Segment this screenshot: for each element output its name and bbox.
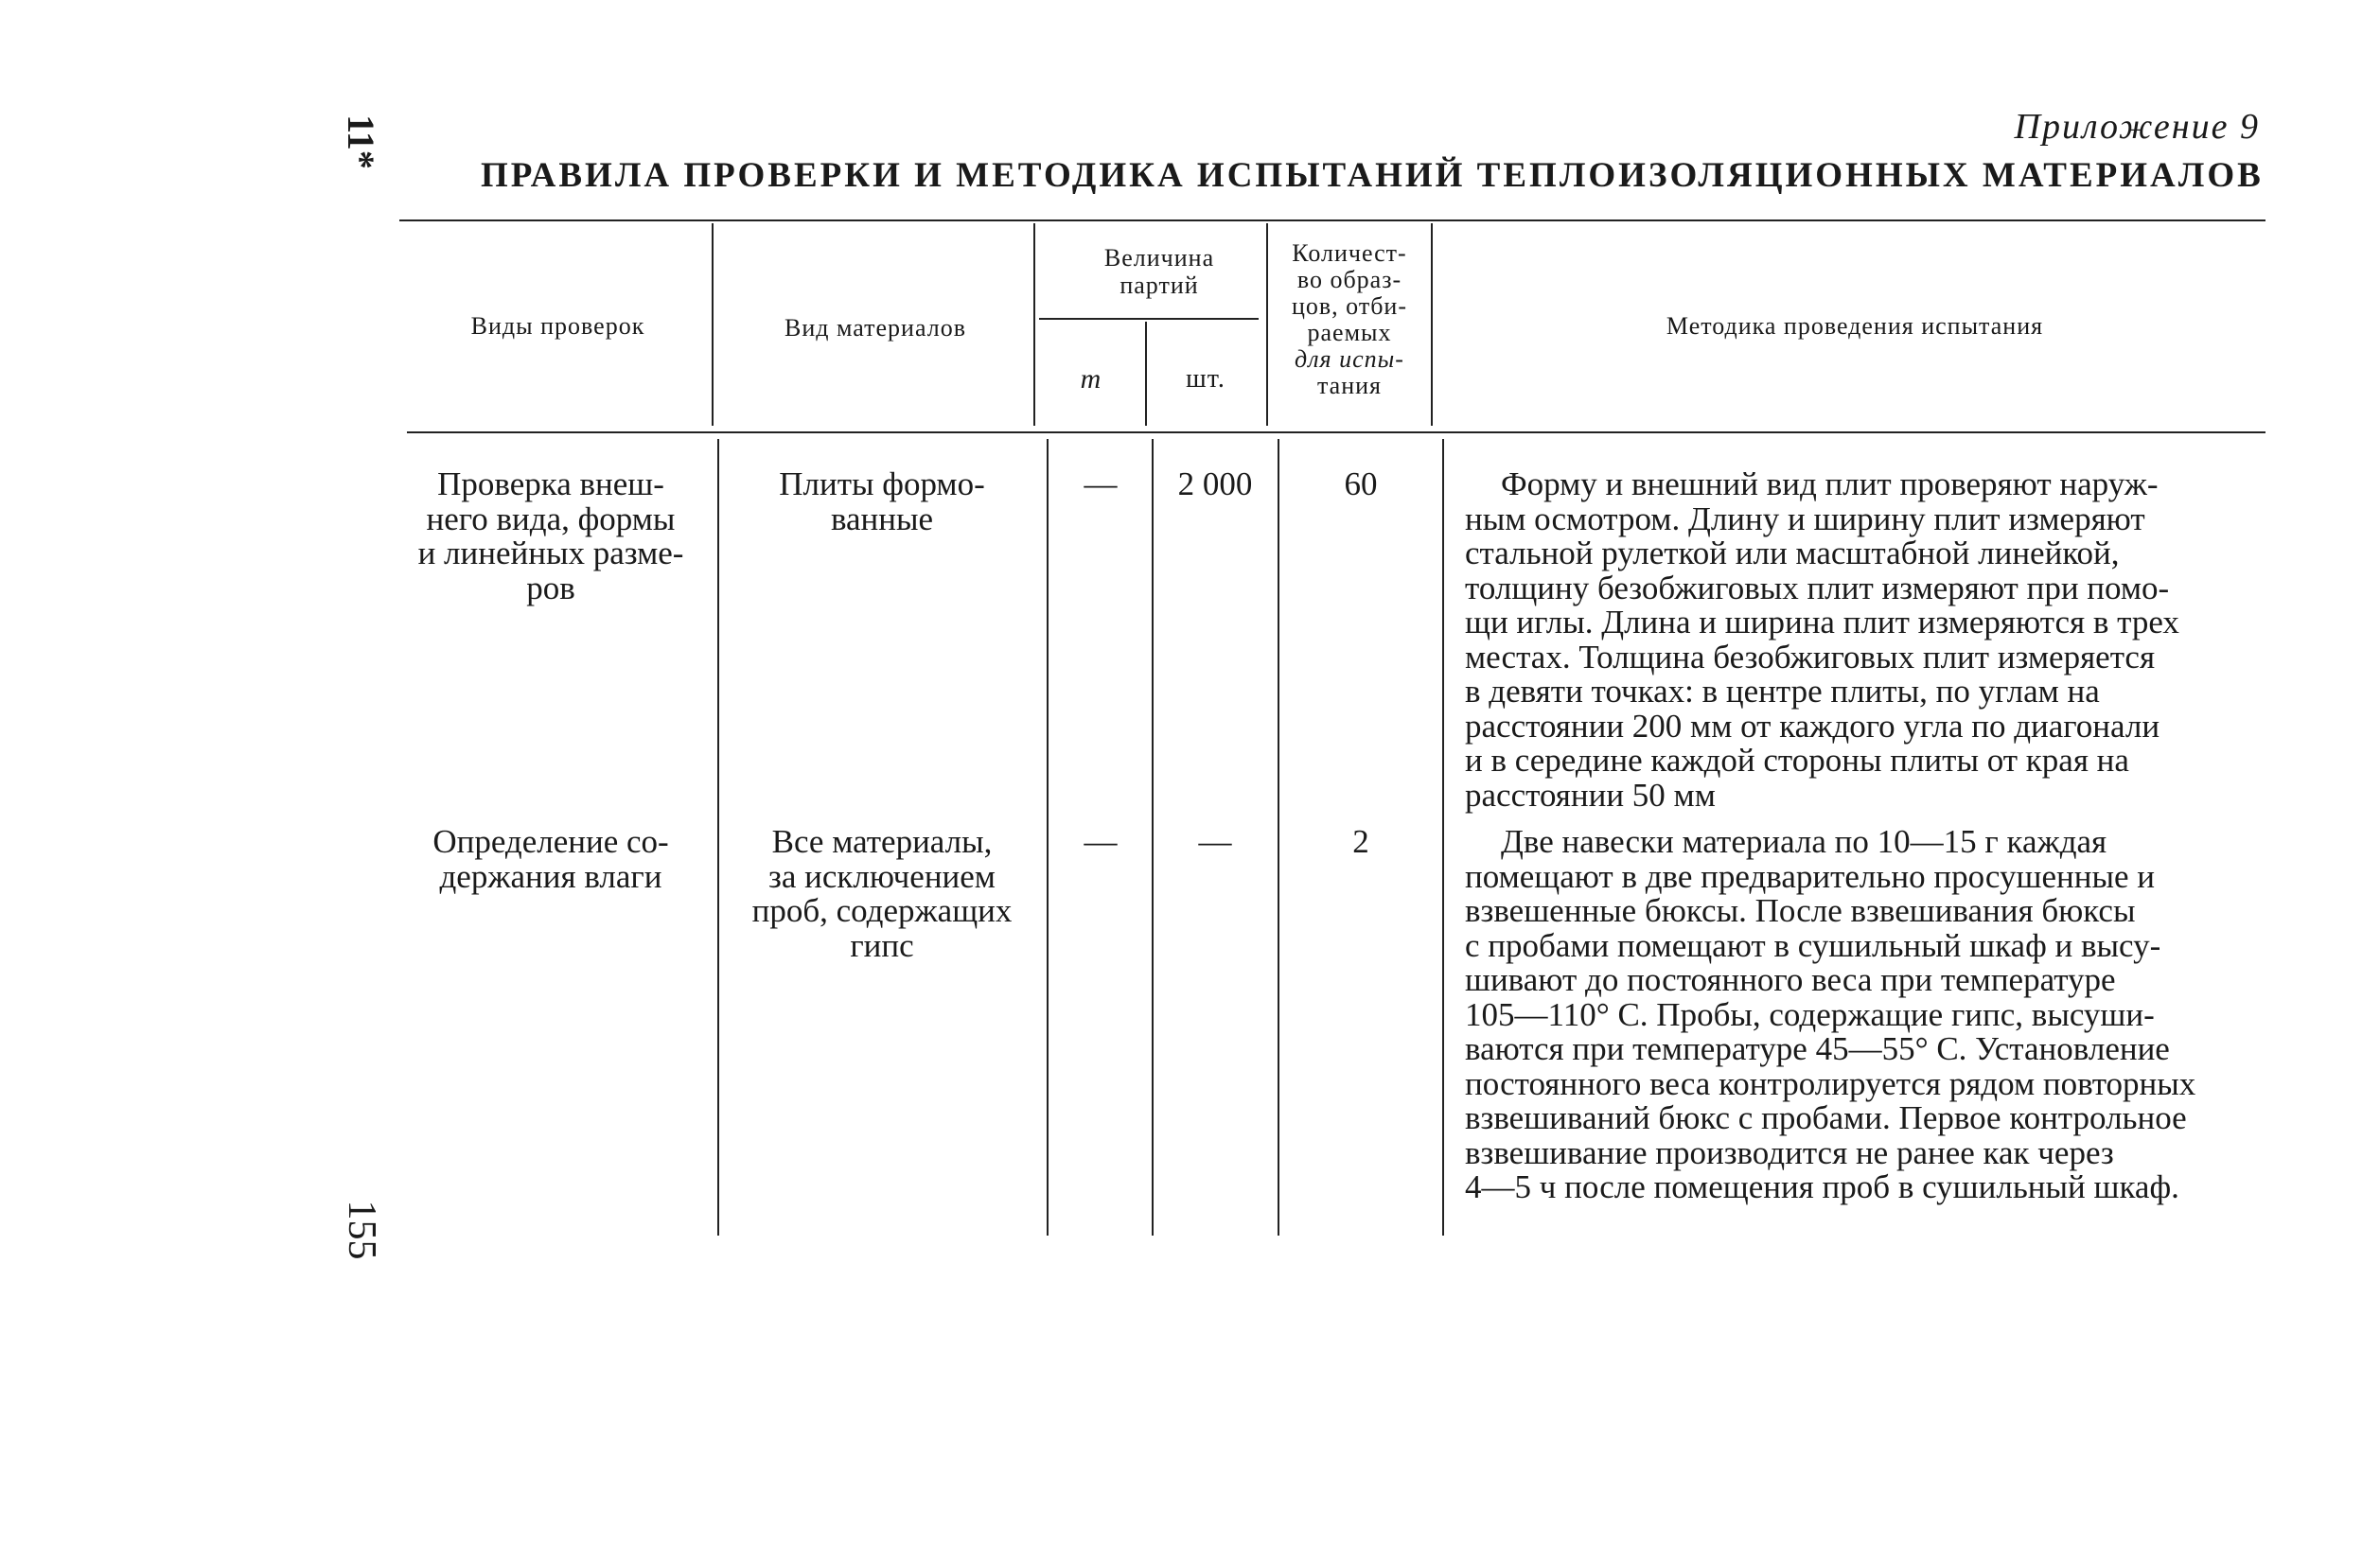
table-row-1-check-type <box>390 467 712 605</box>
method-line: и в середине каждой стороны плиты от края на <box>1465 742 2129 779</box>
cell-line: него вида, формы <box>426 500 676 537</box>
cell-line: за исключением <box>768 857 996 895</box>
cell-line: Плиты формо- <box>779 465 985 502</box>
method-line: Две навески материала по 10—15 г каждая <box>1501 823 2107 860</box>
table-row-1-batch-t: — <box>1084 465 1118 502</box>
header-samples-line: для испы- <box>1295 345 1404 373</box>
appendix-label: Приложение 9 <box>2014 107 2260 147</box>
header-samples-line: цов, отби- <box>1291 292 1407 320</box>
header-material: Вид материалов <box>785 314 966 342</box>
table-row-2-material <box>721 825 1043 963</box>
table-row-2-samples: 2 <box>1352 823 1369 860</box>
header-bottom-rule <box>407 431 2265 433</box>
cell-line: проб, содержащих <box>751 892 1013 929</box>
cell-line: гипс <box>850 926 914 964</box>
page-number: 155 <box>340 1200 383 1260</box>
method-line: расстоянии 200 мм от каждого угла по диагонали <box>1465 707 2160 745</box>
header-divider <box>1033 223 1035 426</box>
table-row-2-batch-pcs: — <box>1198 823 1232 860</box>
header-divider <box>1431 223 1433 426</box>
method-line: ваются при температуре 45—55° С. Установление <box>1465 1030 2170 1067</box>
method-line: взвешенные бюксы. После взвешивания бюксы <box>1465 892 2136 929</box>
column-divider <box>1152 439 1154 1236</box>
header-method: Методика проведения испытания <box>1666 312 2044 340</box>
table-row-1-samples: 60 <box>1344 465 1378 502</box>
method-line: 4—5 ч после помещения проб в сушильный шкаф. <box>1465 1168 2179 1205</box>
column-divider <box>1047 439 1049 1236</box>
table-top-rule <box>399 219 2265 221</box>
table-row-2-check-type <box>390 825 712 894</box>
method-line: расстоянии 50 мм <box>1465 776 1716 814</box>
header-check-type: Виды проверок <box>470 312 645 340</box>
header-divider <box>1145 322 1147 426</box>
cell-line: держания влаги <box>439 857 662 895</box>
header-samples-line: Количест- <box>1292 239 1407 267</box>
table-row-1-batch-pcs: 2 000 <box>1177 465 1253 502</box>
header-divider <box>1266 223 1268 426</box>
cell-line: ров <box>526 569 575 606</box>
cell-line: Проверка внеш- <box>437 465 664 502</box>
table-row-1-method <box>1465 467 2265 813</box>
header-batch-size-text: Величина партий <box>1103 244 1215 299</box>
method-line: ным осмотром. Длину и ширину плит измеряют <box>1465 500 2145 537</box>
page-marker: 11* <box>340 114 383 169</box>
header-samples-line: тания <box>1316 372 1382 399</box>
cell-line: Определение со- <box>432 823 669 860</box>
method-line: в девяти точках: в центре плиты, по углам на <box>1465 673 2100 710</box>
method-line: с пробами помещают в сушильный шкаф и высу- <box>1465 926 2161 964</box>
cell-line: ванные <box>830 500 934 537</box>
cell-line: и линейных разме- <box>417 535 684 571</box>
table-row-1-material <box>721 467 1043 536</box>
method-line: Форму и внешний вид плит проверяют наруж- <box>1501 465 2159 502</box>
header-batch-pcs: шт. <box>1186 364 1225 394</box>
column-divider <box>1278 439 1279 1236</box>
header-samples <box>1270 240 1429 399</box>
method-line: местах. Толщина безобжиговых плит измеряется <box>1465 638 2156 676</box>
page-title: ПРАВИЛА ПРОВЕРКИ И МЕТОДИКА ИСПЫТАНИЙ ТЕПЛОИЗОЛЯЦИОННЫХ МАТЕРИАЛОВ <box>481 156 2264 195</box>
header-batch-t: т <box>1080 363 1102 395</box>
batch-header-rule <box>1039 318 1259 320</box>
header-samples-line: во образ- <box>1296 266 1402 293</box>
header-divider <box>712 223 714 426</box>
method-line: толщину безобжиговых плит измеряют при помо- <box>1465 569 2170 606</box>
header-batch-size <box>1084 244 1235 299</box>
header-samples-line: раемых <box>1307 319 1392 346</box>
table-row-2-batch-t: — <box>1084 823 1118 860</box>
method-line: 105—110° С. Пробы, содержащие гипс, высуши- <box>1465 995 2155 1033</box>
method-line: шивают до постоянного веса при температуре <box>1465 961 2116 998</box>
column-divider <box>717 439 719 1236</box>
method-line: щи иглы. Длина и ширина плит измеряются в трех <box>1465 604 2179 640</box>
method-line: стальной рулеткой или масштабной линейкой, <box>1465 535 2120 571</box>
column-divider <box>1442 439 1444 1236</box>
method-line: помещают в две предварительно просушенные и <box>1465 857 2155 895</box>
method-line: постоянного веса контролируется рядом повторных <box>1465 1064 2196 1102</box>
table-row-2-method <box>1465 825 2265 1205</box>
method-line: взвешиваний бюкс с пробами. Первое контрольное <box>1465 1099 2187 1136</box>
method-line: взвешивание производится не ранее как через <box>1465 1133 2114 1171</box>
cell-line: Все материалы, <box>771 823 993 860</box>
